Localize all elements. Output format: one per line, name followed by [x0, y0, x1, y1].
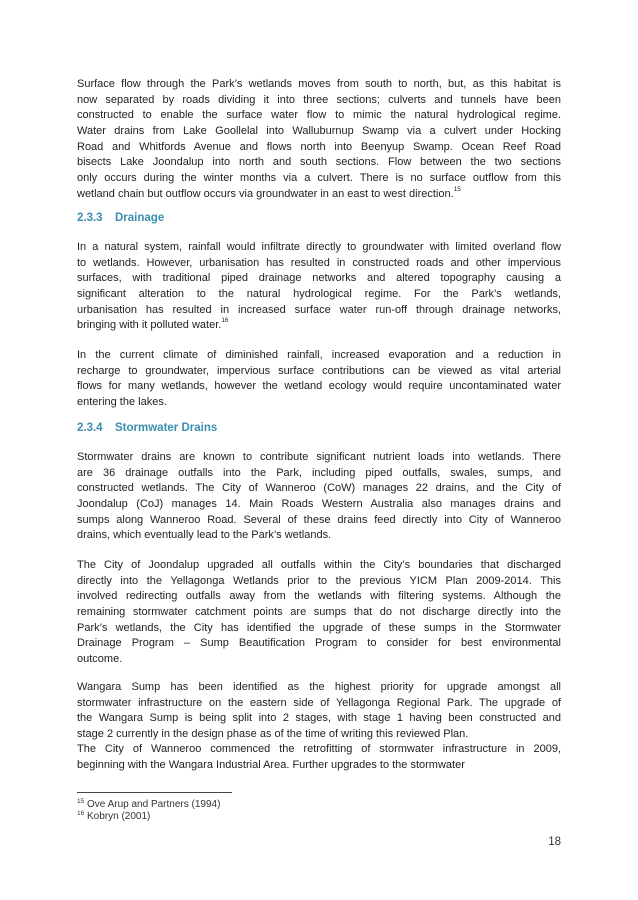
text-line — [77, 558, 561, 574]
text-line — [77, 348, 561, 364]
line-text: The City of Wanneroo commenced the retrofitting of stormwater infrastructure in 2009, — [77, 743, 561, 755]
text-line — [77, 636, 561, 652]
text-line — [77, 108, 561, 124]
text-line — [77, 124, 561, 140]
text-line — [77, 287, 561, 303]
text-line — [77, 727, 561, 743]
line-text: beginning with the Wangara Industrial Area. Further upgrades to the stormwater — [77, 758, 465, 771]
line-text: remaining stormwater catchment points are sumps that do not discharge directly into the — [77, 606, 561, 619]
footnote-ref: 15 — [77, 798, 85, 805]
text-line — [77, 256, 561, 272]
text-line — [77, 93, 561, 109]
line-text: Road and Whitfords Avenue and flows north into Beenyup Swamp. Ocean Reef Road — [77, 140, 561, 153]
section-heading-stormwater-drains — [77, 422, 217, 434]
text-line — [77, 652, 561, 668]
footnote-divider — [77, 792, 232, 793]
text-line — [77, 528, 561, 544]
line-text: involved redirecting outfalls away from the wetlands with filtering systems. Although the — [77, 590, 561, 603]
text-line — [77, 696, 561, 712]
line-text: entering the lakes. — [77, 396, 167, 409]
text-line — [77, 140, 561, 156]
text-line — [77, 513, 561, 529]
section-number: 2.3.3 — [77, 212, 103, 224]
text-line — [77, 680, 561, 696]
line-text: sumps along Wanneroo Road. Several of these drains feed directly into City of Wanneroo — [77, 513, 561, 526]
line-text: flows for many wetlands, however the wetland ecology would require uncontaminated water — [77, 380, 561, 393]
line-text: only occurs during the winter months via a culvert. There is no surface outflow from this — [77, 172, 561, 185]
footnote-reference[interactable]: 16 — [221, 317, 229, 325]
line-text: Stormwater drains are known to contribute significant nutrient loads into wetlands. There — [77, 451, 561, 463]
text-line — [77, 318, 561, 334]
text-line — [77, 77, 561, 93]
footnote-text: Ove Arup and Partners (1994) — [87, 799, 221, 810]
text-line — [77, 481, 561, 497]
footnote-ref: 16 — [77, 810, 85, 817]
section-title: Drainage — [115, 212, 165, 224]
text-line — [77, 155, 561, 171]
paragraph-wanneroo-retrofit — [77, 742, 561, 773]
paragraph-current-climate — [77, 348, 561, 411]
line-text: now separated by roads dividing it into three sections; culverts and tunnels have been — [77, 93, 561, 106]
line-text: Joondalup (CoJ) manages 14. Main Roads Western Australia also manages drains and — [77, 498, 561, 511]
line-text: constructed wetlands. The City of Wanneroo (CoW) manages 22 drains, and the City of — [77, 482, 561, 495]
text-line — [77, 450, 561, 466]
line-text: bringing with it polluted water. — [77, 319, 222, 332]
line-text: recharge to groundwater, impervious surface contributions can be viewed as vital arterial — [77, 364, 561, 377]
text-line — [77, 574, 561, 590]
paragraph-stormwater-drains — [77, 450, 561, 544]
line-text: Surface flow through the Park’s wetlands moves from south to north, but, as this habitat is — [77, 78, 561, 90]
paragraph-surface-flow — [77, 77, 561, 203]
text-line — [77, 187, 561, 203]
line-text: surfaces, with traditional piped drainage networks and altered topography causing a — [77, 272, 561, 285]
line-text: outcome. — [77, 653, 123, 666]
text-line — [77, 497, 561, 513]
text-line — [77, 742, 561, 758]
line-text: wetland chain but outflow occurs via groundwater in an east to west direction. — [77, 187, 454, 200]
footnote-text: Kobryn (2001) — [87, 811, 151, 822]
text-line — [77, 379, 561, 395]
footnote-15 — [77, 799, 220, 810]
line-text: the Wangara Sump is being split into 2 stages, with stage 1 having been constructed and — [77, 712, 561, 725]
line-text: In a natural system, rainfall would infiltrate directly to groundwater with limited overland flow — [77, 241, 561, 253]
text-line — [77, 303, 561, 319]
line-text: bisects Lake Joondalup into north and south sections. Flow between the two sections — [77, 156, 561, 169]
line-text: to wetlands. However, urbanisation has resulted in constructed roads and other impervious — [77, 256, 561, 269]
footnote-16 — [77, 811, 150, 822]
paragraph-natural-system — [77, 240, 561, 334]
paragraph-joondalup-upgrade — [77, 558, 561, 668]
line-text: constructed to enable the surface water flow to mimic the natural hydrological regime. — [77, 109, 561, 122]
text-line — [77, 605, 561, 621]
text-line — [77, 240, 561, 256]
section-heading-drainage — [77, 212, 164, 224]
text-line — [77, 364, 561, 380]
line-text: significant alteration to the natural hydrological regime. For the Park’s wetlands, — [77, 288, 561, 301]
line-text: In the current climate of diminished rainfall, increased evaporation and a reduction in — [77, 349, 561, 361]
text-line — [77, 589, 561, 605]
line-text: urbanisation has resulted in increased surface water run-off through drainage networks, — [77, 303, 561, 316]
line-text: Drainage Program – Sump Beautification Program to consider for best environmental — [77, 637, 561, 650]
line-text: are 36 drainage outfalls into the Park, including piped outfalls, swales, sumps, and — [77, 466, 561, 479]
text-line — [77, 711, 561, 727]
text-line — [77, 171, 561, 187]
text-line — [77, 395, 561, 411]
text-line — [77, 621, 561, 637]
line-text: The City of Joondalup upgraded all outfalls within the City’s boundaries that discharged — [77, 559, 561, 571]
section-number: 2.3.4 — [77, 422, 103, 434]
line-text: stage 2 currently in the design phase as of the time of writing this reviewed Plan. — [77, 728, 469, 741]
paragraph-wangara-sump — [77, 680, 561, 743]
section-title: Stormwater Drains — [115, 422, 218, 434]
line-text: stormwater infrastructure on the eastern side of Yellagonga Regional Park. The upgrade of — [77, 696, 561, 709]
text-line — [77, 758, 561, 774]
footnote-reference[interactable]: 15 — [453, 185, 461, 193]
page-number: 18 — [548, 836, 561, 848]
line-text: Wangara Sump has been identified as the highest priority for upgrade amongst all — [77, 681, 561, 693]
line-text: directly into the Yellagonga Wetlands prior to the previous YICM Plan 2009-2014. This — [77, 574, 561, 587]
line-text: Park’s wetlands, the City has identified the upgrade of these sumps in the Stormwater — [77, 621, 561, 634]
text-line — [77, 271, 561, 287]
line-text: drains, which eventually lead to the Park’s wetlands. — [77, 529, 332, 542]
line-text: Water drains from Lake Goollelal into Walluburnup Swamp via a culvert under Hocking — [77, 125, 561, 138]
text-line — [77, 466, 561, 482]
